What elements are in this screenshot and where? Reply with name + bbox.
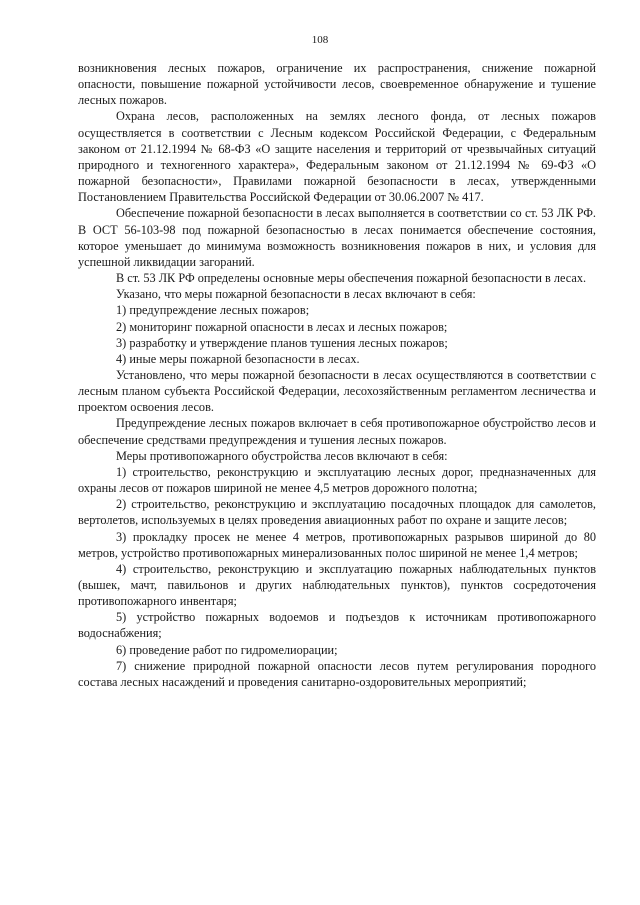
measure-item-2: 2) строительство, реконструкцию и эксплуатацию посадочных площадок для самолетов, вертолетов, используемых в целях проведения авиационных работ по охране и защите лесов; xyxy=(78,497,596,528)
list-item-1: 1) предупреждение лесных пожаров; xyxy=(116,303,310,318)
list-item-4: 4) иные меры пожарной безопасности в лесах. xyxy=(116,351,360,366)
list-item-3: 3) разработку и утверждение планов тушения лесных пожаров; xyxy=(116,335,448,350)
measure-item-3: 3) прокладку просек не менее 4 метров, противопожарных разрывов шириной до 80 метров, устройство противопожарных минерализованных полос шириной не менее 1,4 метров; xyxy=(78,529,596,560)
page-number: 108 xyxy=(311,34,329,46)
paragraph-2: Охрана лесов, расположенных на землях лесного фонда, от лесных пожаров осуществляется в соответствии с Лесным кодексом Российской Федерации, с Федеральным законом от 21.12.1994 № 68-ФЗ «О защите населения и территорий от чрезвычайных ситуаций природного и техногенного характера», Федеральным законом от 21.12.1994 № 69-ФЗ «О пожарной безопасности», Правилами пожарной безопасности в лесах, утвержденными Постановлением Правительства Российской Федерации от 30.06.2007 № 417. xyxy=(78,109,596,205)
measure-item-1: 1) строительство, реконструкцию и эксплуатацию лесных дорог, предназначенных для охраны лесов от пожаров шириной не менее 4,5 метров дорожного полотна; xyxy=(78,464,596,496)
list-item-2: 2) мониторинг пожарной опасности в лесах и лесных пожаров; xyxy=(116,319,448,334)
measure-item-5: 5) устройство пожарных водоемов и подъездов к источникам противопожарного водоснабжения; xyxy=(78,610,596,641)
measure-item-4: 4) строительство, реконструкцию и эксплуатацию пожарных наблюдательных пунктов (вышек, мачт, павильонов и других наблюдательных пунктов), пунктов сосредоточения противопожарного инвентаря; xyxy=(78,561,596,609)
paragraph-1: возникновения лесных пожаров, ограничение их распространения, снижение пожарной опасности, повышение пожарной устойчивости лесов, своевременное обнаружение и тушение лесных пожаров. xyxy=(78,61,596,108)
paragraph-8: Меры противопожарного обустройства лесов включают в себя: xyxy=(116,448,448,463)
paragraph-5: Указано, что меры пожарной безопасности в лесах включают в себя: xyxy=(116,287,476,302)
paragraph-4: В ст. 53 ЛК РФ определены основные меры обеспечения пожарной безопасности в лесах. xyxy=(116,271,587,286)
measure-item-7: 7) снижение природной пожарной опасности лесов путем регулирования породного состава лесных насаждений и проведения санитарно-оздоровительных мероприятий; xyxy=(78,658,596,689)
measure-item-6: 6) проведение работ по гидромелиорации; xyxy=(116,642,338,657)
paragraph-6: Установлено, что меры пожарной безопасности в лесах осуществляются в соответствии с лесным планом субъекта Российской Федерации, лесохозяйственным регламентом лесничества и проектом освоения лесов. xyxy=(78,367,596,415)
paragraph-7: Предупреждение лесных пожаров включает в себя противопожарное обустройство лесов и обеспечение средствами предупреждения и тушения лесных пожаров. xyxy=(78,416,596,447)
document-body xyxy=(78,60,596,690)
paragraph-3: Обеспечение пожарной безопасности в лесах выполняется в соответствии со ст. 53 ЛК РФ. В ОСТ 56-103-98 под пожарной безопасностью в лесах понимается обеспечение состояния, которое уменьшает до минимума возможность возникновения пожаров в них, и условия для успешной ликвидации загораний. xyxy=(78,206,596,269)
